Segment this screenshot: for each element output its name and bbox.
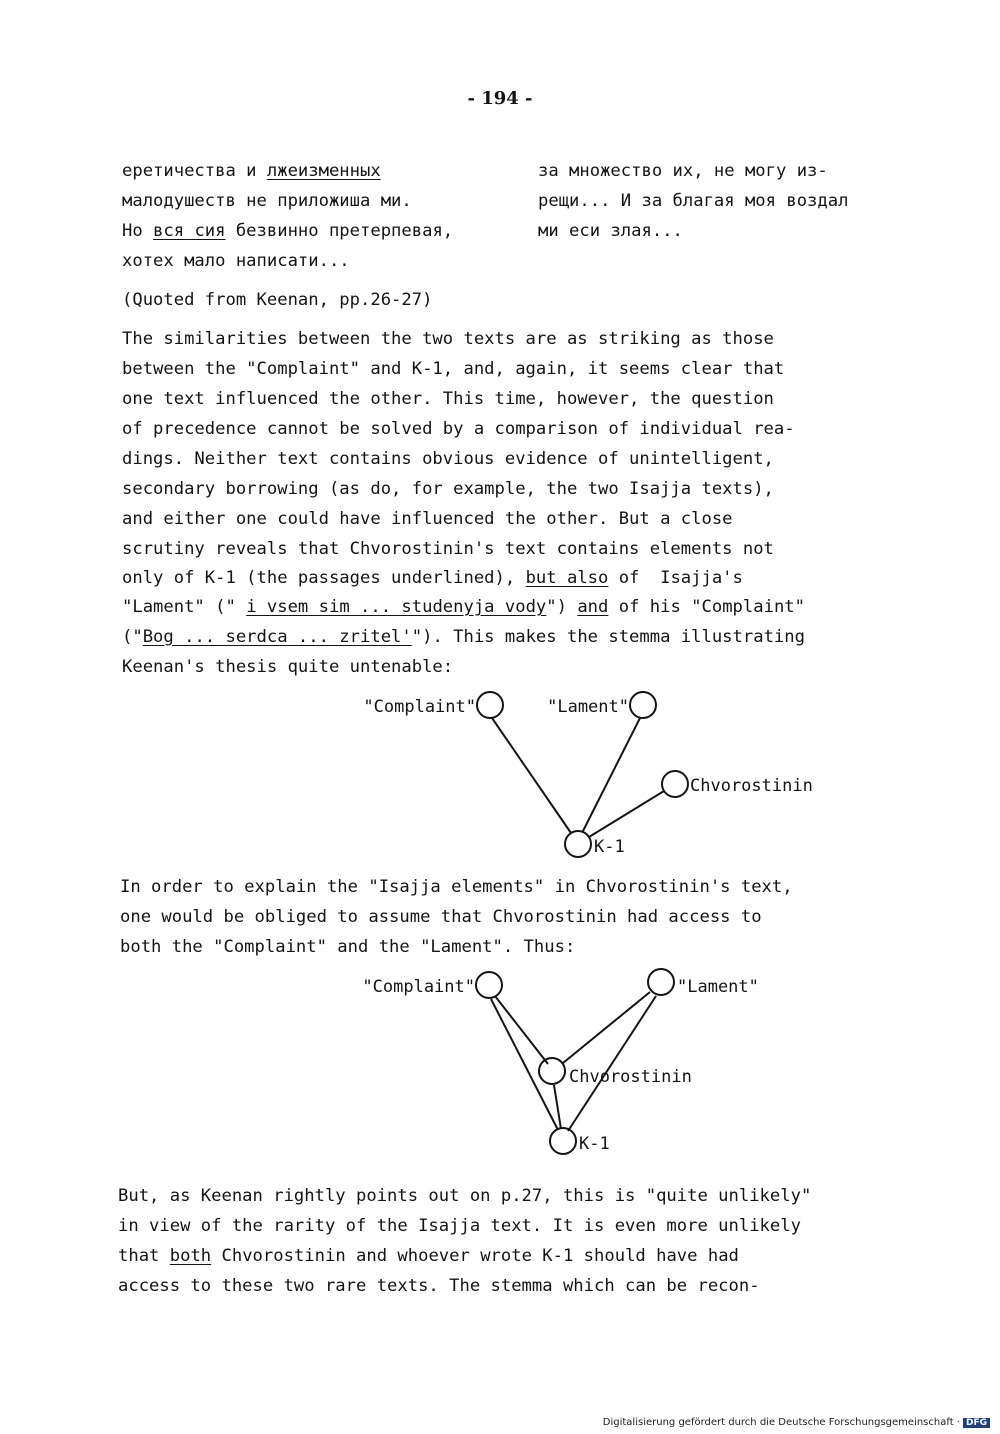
stemma2-node-chvorostinin [539, 1058, 565, 1084]
stemma1-label-k1: K-1 [594, 837, 625, 857]
para2-line: both the "Complaint" and the "Lament". Thus: [120, 937, 576, 957]
stemma2-node-k1 [550, 1128, 576, 1154]
quote-left-line-3: Но вся сия безвинно претерпевая, [122, 221, 454, 241]
stemma2-label-lament: "Lament" [677, 977, 759, 997]
stemma2-label-chvorostinin: Chvorostinin [569, 1067, 692, 1087]
stemma2-edge-complaint-k1 [491, 999, 558, 1130]
para1-line: and either one could have influenced the other. But a close [122, 509, 733, 529]
stemma2-edge-complaint-chvorostinin [495, 996, 548, 1064]
stemma1-node-lament [630, 692, 656, 718]
para1-line: dings. Neither text contains obvious evidence of unintelligent, [122, 449, 774, 469]
para1-line: only of K-1 (the passages underlined), but also of Isajja's [122, 568, 743, 588]
stemma1-edge-lament-k1 [583, 718, 640, 831]
footer-text: Digitalisierung gefördert durch die Deutsche Forschungsgemeinschaft · [602, 1417, 960, 1428]
para1-line: one text influenced the other. This time, however, the question [122, 389, 774, 409]
para3-line: in view of the rarity of the Isajja text. It is even more unlikely [118, 1216, 801, 1236]
para3-line: that both Chvorostinin and whoever wrote K-1 should have had [118, 1246, 739, 1266]
para2-line: In order to explain the "Isajja elements" in Chvorostinin's text, [120, 877, 793, 897]
stemma1-node-k1 [565, 831, 591, 857]
stemma2-label-complaint: "Complaint" [362, 977, 475, 997]
stemma1-node-complaint [477, 692, 503, 718]
para1-line: scrutiny reveals that Chvorostinin's text contains elements not [122, 539, 774, 559]
para1-line: secondary borrowing (as do, for example, the two Isajja texts), [122, 479, 774, 499]
para3-line: But, as Keenan rightly points out on p.27, this is "quite unlikely" [118, 1186, 812, 1206]
stemma2-node-lament [648, 969, 674, 995]
quote-left-line-1: еретичества и лжеизменных [122, 161, 381, 181]
stemma1-edge-complaint-k1 [492, 718, 571, 833]
quote-left-line-2: малодушеств не приложиша ми. [122, 191, 412, 211]
stemma2-edge-lament-chvorostinin [563, 992, 650, 1063]
page-number: - 194 - [467, 88, 533, 109]
para1-line: between the "Complaint" and K-1, and, again, it seems clear that [122, 359, 785, 379]
stemma1-label-lament: "Lament" [547, 697, 629, 717]
para1-line: of precedence cannot be solved by a comparison of individual rea- [122, 419, 795, 439]
quote-right-line-3: ми еси злая... [538, 221, 683, 241]
dfg-logo: DFG [963, 1418, 990, 1428]
para1-line: The similarities between the two texts are as striking as those [122, 329, 774, 349]
para1-line: ("Bog ... serdca ... zritel'"). This makes the stemma illustrating [122, 627, 805, 647]
stemma2-node-complaint [476, 972, 502, 998]
footer-credit [603, 1417, 990, 1428]
quote-right-line-1: за множество их, не могу из- [538, 161, 828, 181]
para3-line: access to these two rare texts. The stemma which can be recon- [118, 1276, 760, 1296]
quote-left-line-4: хотех мало написати... [122, 251, 350, 271]
citation: (Quoted from Keenan, pp.26-27) [122, 290, 433, 310]
stemma2-label-k1: K-1 [579, 1134, 610, 1154]
stemma1-node-chvorostinin [662, 771, 688, 797]
para2-line: one would be obliged to assume that Chvorostinin had access to [120, 907, 762, 927]
stemma1-label-complaint: "Complaint" [363, 697, 476, 717]
quote-right-line-2: рещи... И за благая моя воздал [538, 191, 849, 211]
stemma-2 [476, 969, 674, 1154]
stemma1-label-chvorostinin: Chvorostinin [690, 776, 813, 796]
para1-line: "Lament" (" i vsem sim ... studenyja vody") and of his "Complaint" [122, 597, 805, 617]
stemma2-edge-lament-k1 [568, 996, 656, 1131]
para1-line: Keenan's thesis quite untenable: [122, 657, 454, 677]
